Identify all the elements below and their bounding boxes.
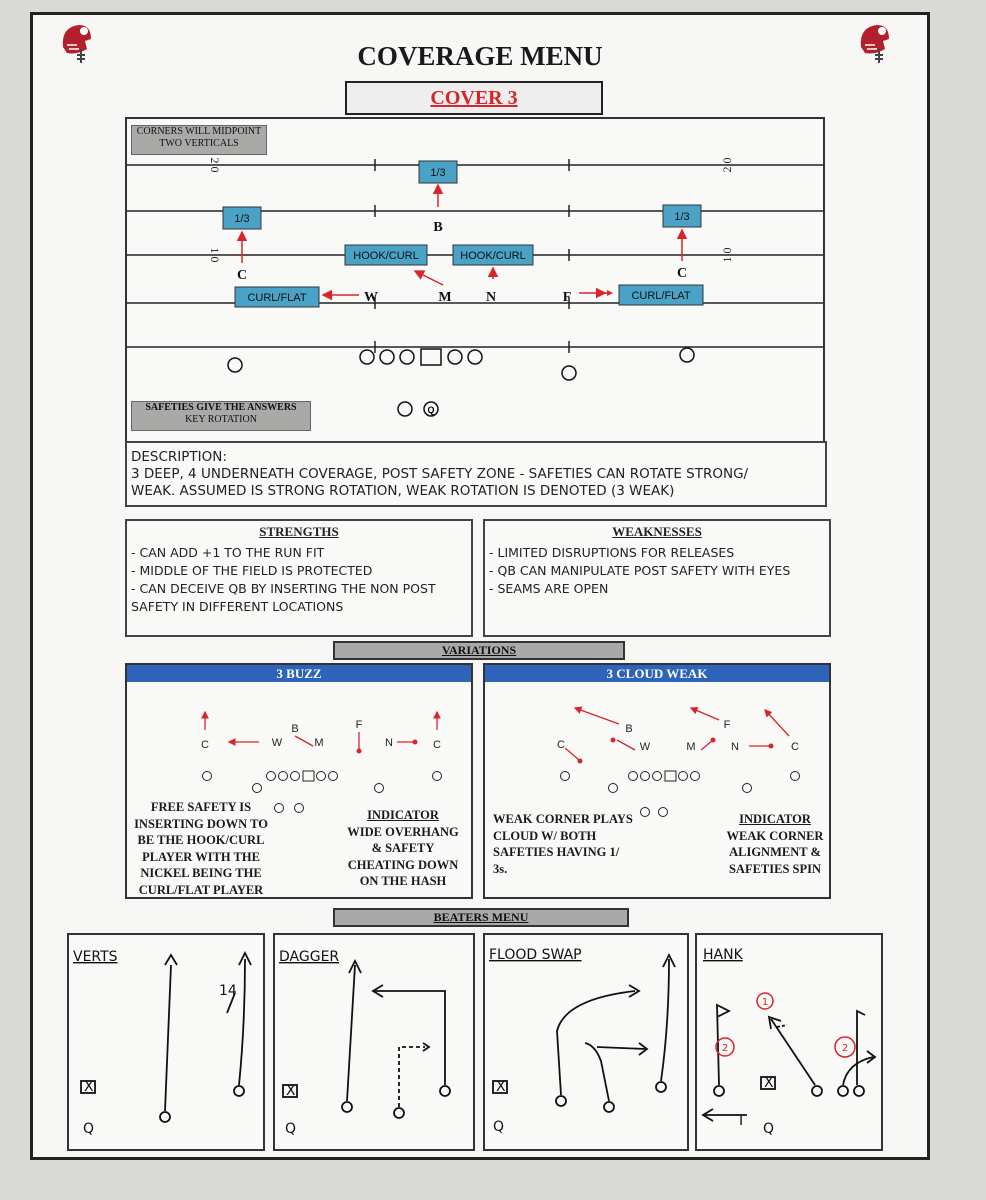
- corner-midpoint-tag: [131, 125, 267, 155]
- variation-3-cloud-weak: [483, 663, 831, 899]
- buzz-indicator-line: & SAFETY: [371, 841, 435, 855]
- coverage-sheet: [30, 12, 930, 1160]
- cloud-n: N: [731, 741, 739, 753]
- coverage-name: COVER 3: [345, 81, 603, 115]
- yard-number-10-right: 1 0: [720, 247, 734, 263]
- safeties-tag-line-2: KEY ROTATION: [185, 414, 257, 425]
- dagger-x-mark: X: [286, 1083, 296, 1099]
- zone-deep-right: 1/3: [674, 211, 690, 223]
- cloud-note-line: 3s.: [493, 861, 508, 876]
- hank-q-mark: Q: [763, 1121, 775, 1137]
- description-box: [125, 441, 827, 507]
- defender-f: F: [562, 290, 572, 305]
- defender-n: N: [485, 290, 497, 305]
- corner-tag-line-2: TWO VERTICALS: [159, 138, 239, 149]
- description-label: DESCRIPTION:: [131, 449, 227, 465]
- variation-3-buzz-title: 3 BUZZ: [127, 665, 471, 682]
- field-svg: [127, 119, 823, 441]
- strength-item: - MIDDLE OF THE FIELD IS PROTECTED: [131, 563, 373, 578]
- buzz-m: M: [314, 737, 324, 749]
- cloud-c-right: C: [791, 741, 799, 753]
- cloud-w: W: [639, 741, 651, 753]
- hank-step-2-right: 2: [841, 1043, 849, 1054]
- buzz-note-line: BE THE HOOK/CURL: [137, 833, 265, 847]
- cloud-indicator-line: WEAK CORNER: [726, 828, 824, 843]
- hank-x-mark: X: [764, 1075, 774, 1091]
- flood-x-mark: X: [496, 1079, 506, 1095]
- dagger-q-mark: Q: [285, 1121, 297, 1137]
- hank-step-2-left: 2: [721, 1043, 729, 1054]
- verts-14-mark: 14: [219, 983, 237, 999]
- zone-curl-flat-left: CURL/FLAT: [247, 292, 307, 304]
- defender-c-right: C: [676, 266, 688, 281]
- verts-x-mark: X: [84, 1079, 94, 1095]
- weaknesses-heading: WEAKNESSES: [612, 524, 702, 539]
- safeties-tag-line-1: SAFETIES GIVE THE ANSWERS: [145, 402, 297, 413]
- strength-item: - CAN DECEIVE QB BY INSERTING THE NON POST: [131, 581, 436, 596]
- cloud-indicator-title: INDICATOR: [739, 812, 811, 826]
- beaters-heading: BEATERS MENU: [333, 908, 629, 927]
- variation-cloud-title: 3 CLOUD WEAK: [485, 665, 829, 682]
- dagger-label: DAGGER: [279, 949, 340, 965]
- beater-hank: [695, 933, 883, 1151]
- buzz-b: B: [291, 723, 299, 735]
- f-arrow-head: [607, 290, 613, 296]
- defender-b: B: [433, 220, 443, 235]
- flood-q-mark: Q: [493, 1119, 505, 1135]
- cloud-b: B: [625, 723, 633, 735]
- cloud-note-line: WEAK CORNER PLAYS: [493, 812, 633, 826]
- buzz-c-left: C: [201, 739, 209, 751]
- yard-number-20-right: 2 0: [720, 157, 734, 173]
- buzz-note: [133, 799, 269, 898]
- weakness-item: - QB CAN MANIPULATE POST SAFETY WITH EYES: [489, 563, 791, 578]
- buzz-note-line: PLAYER WITH THE: [142, 849, 260, 864]
- cloud-indicator: [725, 811, 825, 877]
- weakness-item: - SEAMS ARE OPEN: [489, 581, 609, 596]
- buzz-indicator-line: WIDE OVERHANG: [347, 824, 459, 839]
- page-title: COVERAGE MENU: [357, 41, 603, 71]
- strength-item: - CAN ADD +1 TO THE RUN FIT: [131, 545, 325, 560]
- verts-play-svg: [69, 935, 263, 1149]
- cloud-f: F: [723, 719, 731, 731]
- buzz-n: N: [385, 737, 393, 749]
- buzz-note-line: FREE SAFETY IS: [150, 800, 252, 814]
- buzz-c-right: C: [433, 739, 441, 751]
- buzz-note-line: INSERTING DOWN TO: [134, 816, 268, 831]
- beater-dagger: [273, 933, 475, 1151]
- flood-swap-label: FLOOD SWAP: [489, 947, 582, 963]
- drop-arrows: [242, 185, 682, 295]
- description-line-2: WEAK. ASSUMED IS STRONG ROTATION, WEAK ROTATION IS DENOTED (3 WEAK): [131, 483, 675, 499]
- cloud-diagram: [485, 684, 829, 824]
- cloud-indicator-line: SAFETIES SPIN: [728, 861, 822, 876]
- buzz-indicator-line: ON THE HASH: [359, 874, 447, 888]
- dagger-play-svg: [275, 935, 473, 1149]
- weaknesses-panel: [483, 519, 831, 637]
- defender-c-left: C: [236, 268, 248, 283]
- hank-back-mark: I: [739, 1113, 744, 1129]
- yard-number-20-left: 2 0: [208, 157, 222, 173]
- description-line-1: 3 DEEP, 4 UNDERNEATH COVERAGE, POST SAFETY ZONE - SAFETIES CAN ROTATE STRONG/: [131, 466, 749, 482]
- defender-w: W: [364, 290, 378, 305]
- defender-m: M: [438, 290, 452, 305]
- zone-deep-middle: 1/3: [430, 167, 446, 179]
- zone-curl-flat-right: CURL/FLAT: [631, 290, 691, 302]
- beater-flood-swap: [483, 933, 689, 1151]
- cloud-note: [493, 811, 643, 877]
- verts-q-mark: Q: [83, 1121, 95, 1137]
- variations-heading: VARIATIONS: [333, 641, 625, 660]
- buzz-note-line: CURL/FLAT PLAYER: [138, 882, 264, 897]
- cover3-field-diagram: [125, 117, 825, 443]
- buzz-f: F: [355, 719, 363, 731]
- zone-hook-curl-right: HOOK/CURL: [460, 250, 526, 262]
- cloud-c-left: C: [557, 739, 565, 751]
- zone-hook-curl-left: HOOK/CURL: [353, 250, 419, 262]
- hank-step-1: 1: [761, 997, 769, 1008]
- variation-3-buzz: [125, 663, 473, 899]
- safeties-key-tag: [131, 401, 311, 431]
- zone-boxes: [223, 161, 703, 307]
- cloud-note-line: CLOUD W/ BOTH: [493, 828, 597, 843]
- strengths-heading: STRENGTHS: [259, 524, 339, 539]
- buzz-indicator: [345, 807, 461, 890]
- hank-label: HANK: [703, 947, 743, 963]
- buzz-indicator-title: INDICATOR: [367, 808, 439, 822]
- buzz-w: W: [271, 737, 283, 749]
- cloud-indicator-line: ALIGNMENT &: [729, 845, 821, 859]
- beater-verts: [67, 933, 265, 1151]
- zone-deep-left: 1/3: [234, 213, 250, 225]
- verts-label: VERTS: [73, 949, 118, 965]
- buzz-note-line: NICKEL BEING THE: [140, 866, 262, 880]
- strength-item: SAFETY IN DIFFERENT LOCATIONS: [131, 599, 344, 614]
- cloud-m: M: [686, 741, 696, 753]
- cloud-note-line: SAFETIES HAVING 1/: [493, 845, 620, 859]
- yard-number-10-left: 1 0: [208, 247, 222, 263]
- corner-tag-line-1: CORNERS WILL MIDPOINT: [136, 126, 262, 137]
- strengths-panel: [125, 519, 473, 637]
- weakness-item: - LIMITED DISRUPTIONS FOR RELEASES: [489, 545, 735, 560]
- hank-play-svg: [697, 935, 881, 1149]
- flood-swap-play-svg: [485, 935, 687, 1149]
- buzz-indicator-line: CHEATING DOWN: [347, 857, 459, 872]
- qb-label: Q: [427, 405, 435, 415]
